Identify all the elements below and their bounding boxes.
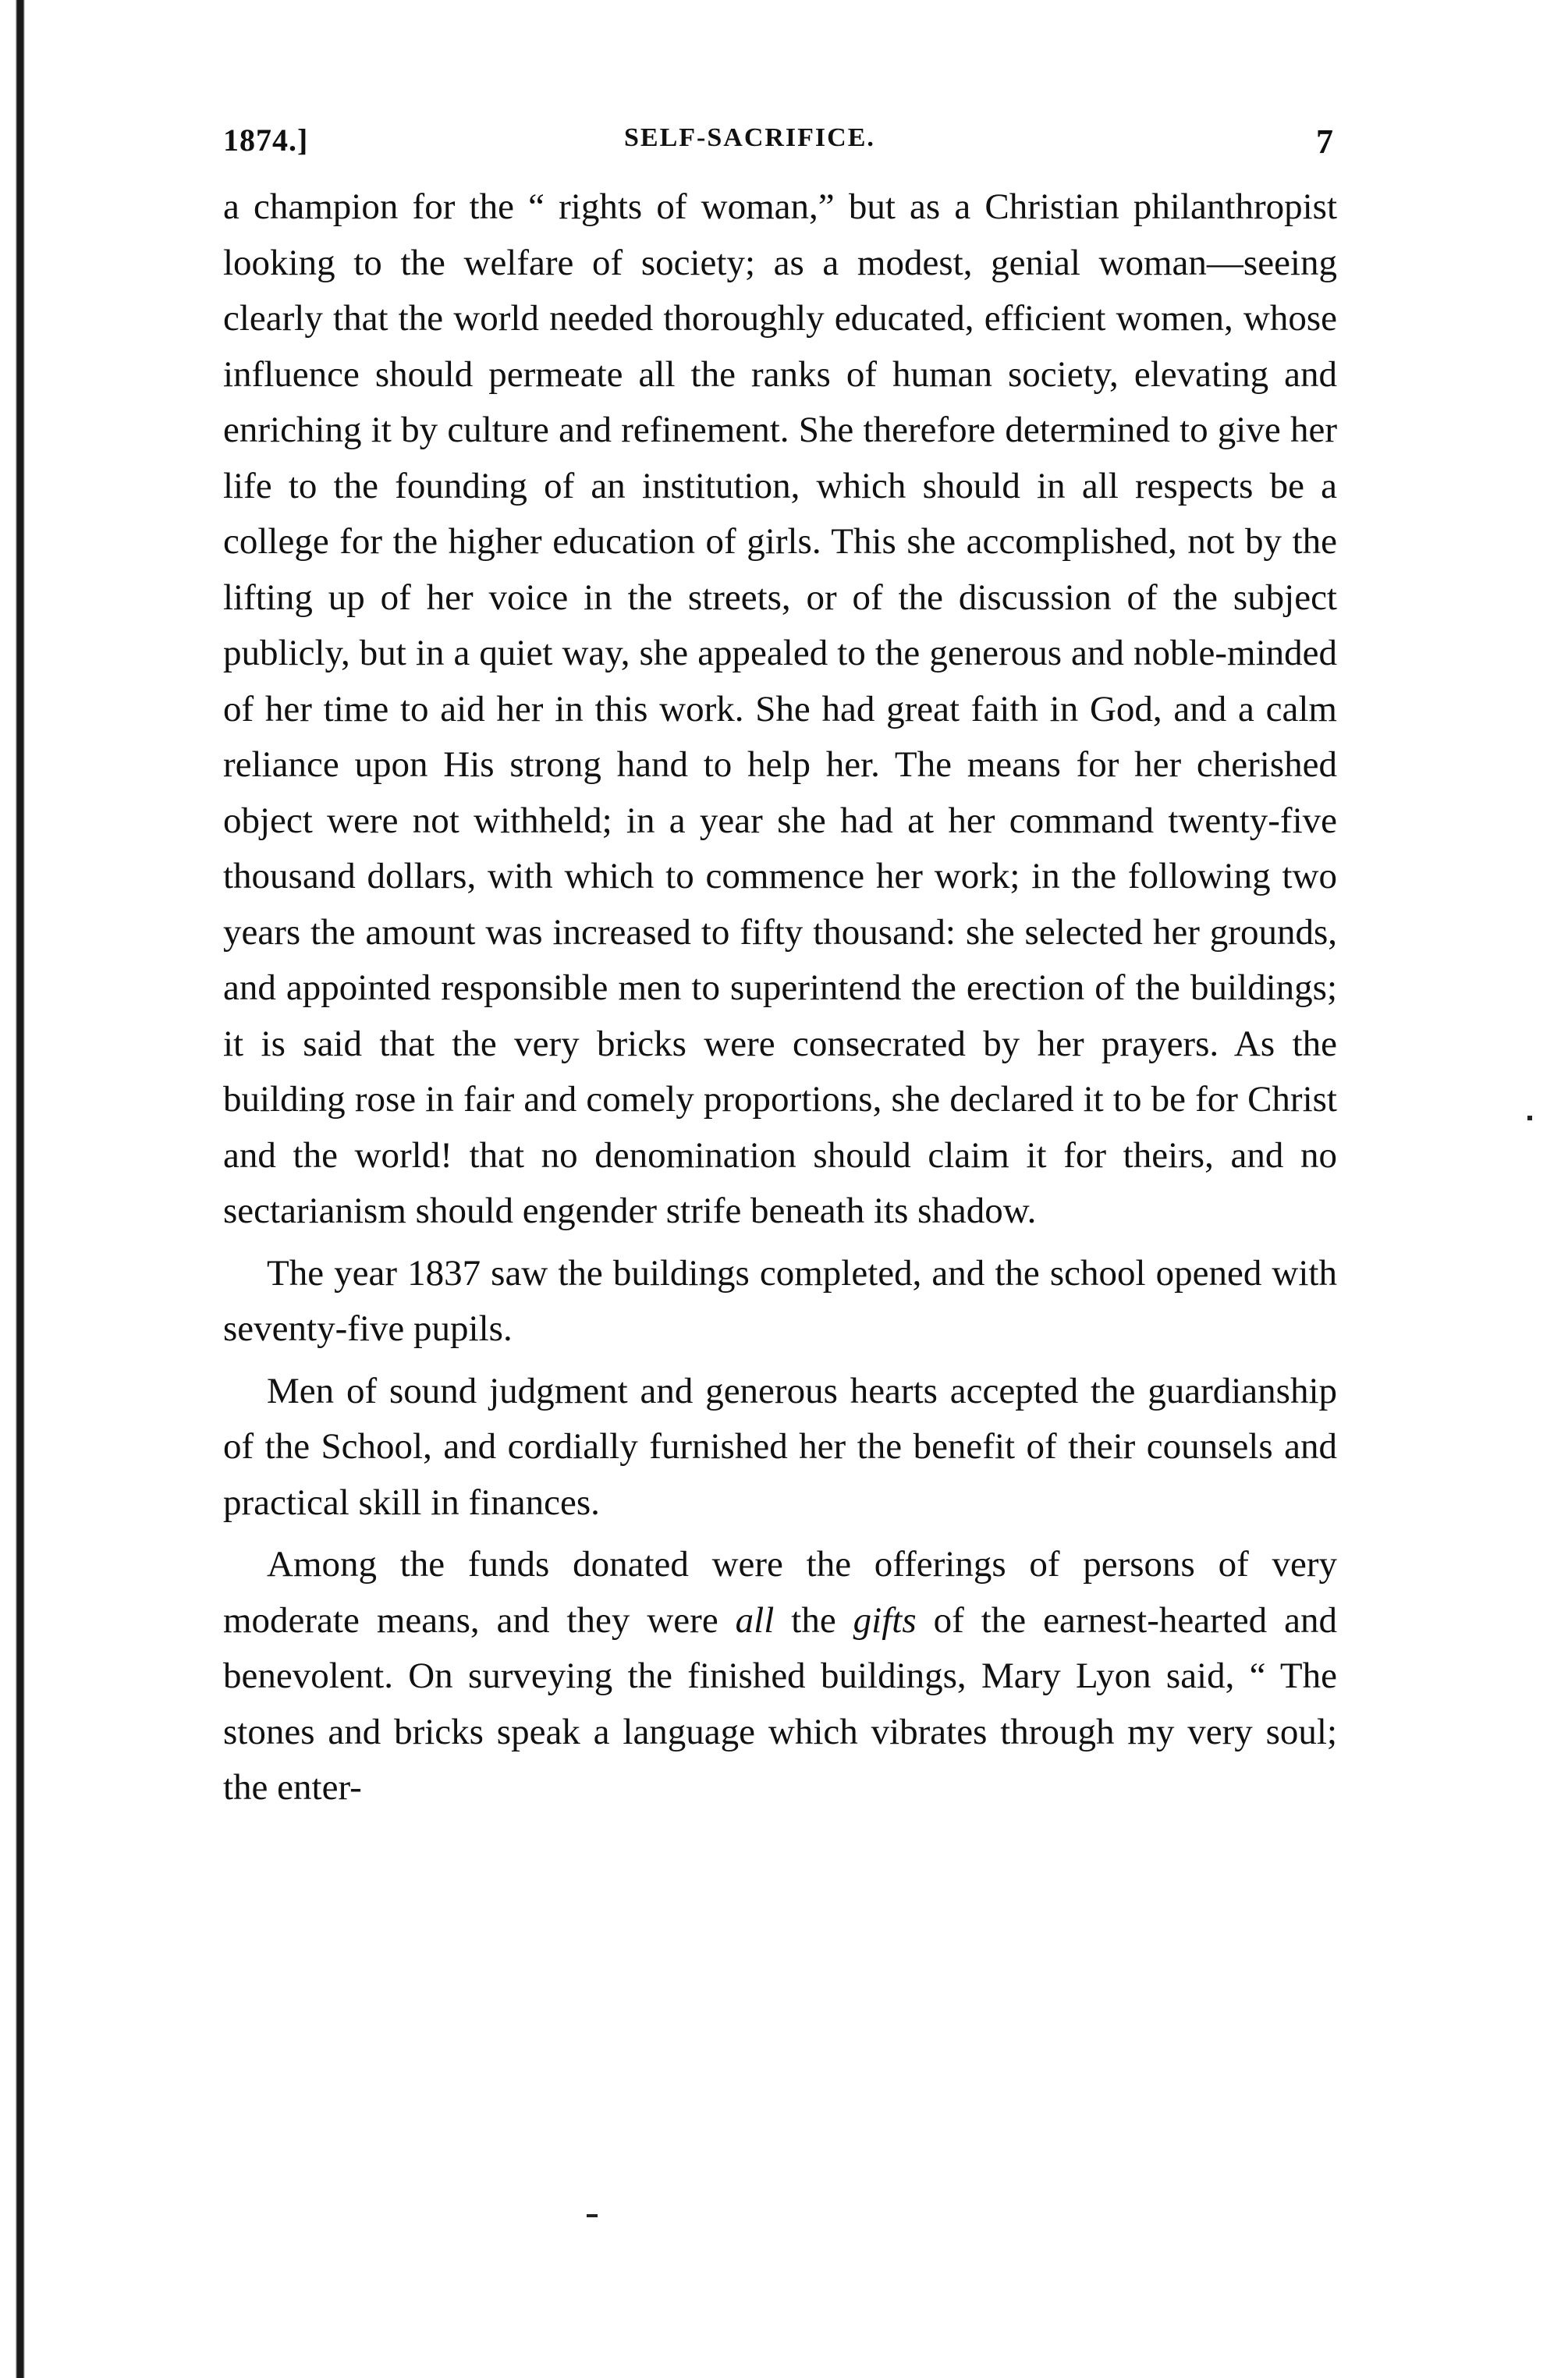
paragraph-2: The year 1837 saw the buildings completed, and the school opened with seventy-five pupils. <box>223 1252 1337 1349</box>
paragraph-3: Men of sound judgment and generous hearts accepted the guardianship of the School, and cordially furnished her the benefit of their counsels and practical skill in finances. <box>223 1370 1337 1523</box>
paragraph-1: a champion for the “ rights of woman,” but as a Christian philanthropist looking to the welfare of society; as a modest, genial woman—seeing clearly that the world needed thoroughly educated, efficient women, whose influence should permeate all the ranks of human society, elevating and enriching it by culture and refinement. She therefore determined to give her life to the founding of an institution, which should in all respects be a college for the higher education of girls. This she accomplished, not by the lifting up of her voice in the streets, or of the discussion of the subject publicly, but in a quiet way, she appealed to the generous and noble-minded of her time to aid her in this work. She had great faith in God, and a calm reliance upon His strong hand to help her. The means for her cherished object were not withheld; in a year she had at her command twenty-five thousand dollars, with which to commence her work; in the following two years the amount was increased to fifty thousand: she selected her grounds, and appointed responsible men to superintend the erection of the buildings; it is said that the very bricks were consecrated by her prayers. As the building rose in fair and comely proportions, she declared it to be for Christ and the world! that no denomination should claim it for theirs, and no sectarianism should engender strife beneath its shadow. <box>223 186 1337 1231</box>
paragraph-4-text-c: of the earnest-hearted and benevolent. On surveying the finished buildings, Mary Lyon said, “ The stones and bricks speak a language which vibrates through my very soul; the enter- <box>223 1599 1337 1808</box>
book-spine-edge <box>0 0 30 2378</box>
book-page <box>223 122 1337 1816</box>
paragraph-4-emphasis-all: all <box>735 1599 775 1641</box>
paragraph-4 <box>223 1537 1337 1816</box>
running-header <box>223 122 1337 169</box>
body-text <box>223 179 1337 1816</box>
paragraph-4-emphasis-gifts: gifts <box>853 1599 917 1641</box>
stray-print-mark <box>1527 1116 1532 1120</box>
header-title: SELF-SACRIFICE. <box>624 123 875 152</box>
header-year: 1874.] <box>223 122 309 158</box>
page-number: 7 <box>1316 122 1334 161</box>
paragraph-4-text-b: the <box>774 1599 853 1641</box>
paragraph-4-text-a: Among the funds donated were the offerings of persons of very moderate means, and they were <box>223 1544 1337 1641</box>
stray-print-mark <box>587 2214 598 2217</box>
